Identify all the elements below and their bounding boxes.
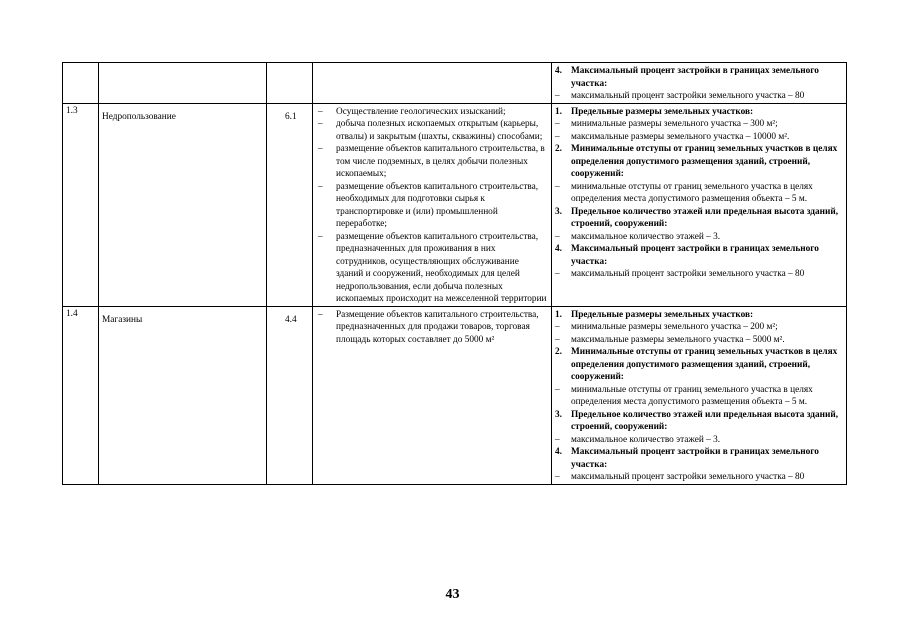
parameter-heading-text: Предельное количество этажей или предельная высота зданий, строений, сооружений: (571, 409, 839, 432)
parameter-heading (555, 446, 843, 471)
parameter-value: – минимальные размеры земельного участка – 300 м²; (555, 118, 843, 131)
activity-list (316, 106, 548, 306)
parameter-number: 2. (555, 144, 562, 154)
table-row (63, 63, 847, 104)
parameter-heading (555, 65, 843, 90)
parameter-number: 2. (555, 347, 562, 357)
activity-description-cell (313, 63, 552, 104)
parameter-heading-text: Минимальные отступы от границ земельных участков в целях определения допустимого размещения зданий, строений, сооружений: (571, 144, 838, 179)
parameters-cell (552, 63, 847, 104)
parameter-number: 4. (555, 244, 562, 254)
activity-item: – Осуществление геологических изысканий; (316, 106, 548, 119)
parameter-value: – максимальное количество этажей – 3. (555, 434, 843, 447)
parameter-value: – максимальный процент застройки земельного участка – 80 (555, 90, 843, 103)
parameter-heading-text: Максимальный процент застройки в границах земельного участка: (571, 66, 819, 89)
row-number-cell (63, 63, 99, 104)
land-use-code-cell (267, 63, 313, 104)
parameters-cell (552, 306, 847, 484)
parameter-number: 1. (555, 309, 562, 320)
parameter-heading (555, 346, 843, 384)
parameter-heading (555, 243, 843, 268)
parameter-heading-text: Предельное количество этажей или предельная высота зданий, строений, сооружений: (571, 206, 839, 229)
parameter-heading (555, 309, 843, 322)
parameter-heading (555, 143, 843, 181)
land-use-code-cell: 6.1 (267, 103, 313, 306)
table-row (63, 306, 847, 484)
parameters-cell (552, 103, 847, 306)
table-row (63, 103, 847, 306)
parameter-value: – минимальные отступы от границ земельного участка в целях определения места допустимого размещения объекта – 5 м. (555, 181, 843, 206)
activity-list (316, 309, 548, 347)
parameter-value: – минимальные отступы от границ земельного участка в целях определения места допустимого размещения объекта – 5 м. (555, 384, 843, 409)
land-use-code-cell: 4.4 (267, 306, 313, 484)
regulations-table (62, 62, 847, 485)
parameter-value: – максимальное количество этажей – 3. (555, 231, 843, 244)
parameter-heading (555, 106, 843, 119)
parameter-heading (555, 409, 843, 434)
parameter-heading-text: Максимальный процент застройки в границах земельного участка: (571, 447, 819, 470)
land-use-name-cell (99, 63, 267, 104)
parameter-number: 3. (555, 409, 562, 420)
activity-description-cell (313, 103, 552, 306)
activity-item: – Размещение объектов капитального строительства, предназначенных для продажи товаров, торговая площадь которых составляет до 5000 м² (316, 309, 548, 347)
parameter-number: 1. (555, 106, 562, 117)
land-use-name-cell: Недропользование (99, 103, 267, 306)
parameter-value: – максимальный процент застройки земельного участка – 80 (555, 471, 843, 484)
activity-item: – размещение объектов капитального строительства, предназначенных для проживания в них сотрудников, осуществляющих обслуживание зданий и сооружений, необходимых для целей недропользования, если добыча полезных ископаемых происходит на межселенной территории (316, 231, 548, 306)
row-number-cell: 1.3 (63, 103, 99, 306)
parameter-heading-text: Предельные размеры земельных участков: (571, 106, 754, 117)
parameter-number: 4. (555, 66, 562, 76)
parameter-value: – максимальные размеры земельного участка – 10000 м². (555, 131, 843, 144)
parameter-number: 3. (555, 206, 562, 217)
parameter-number: 4. (555, 447, 562, 457)
parameter-heading-text: Минимальные отступы от границ земельных участков в целях определения допустимого размещения зданий, строений, сооружений: (571, 347, 838, 382)
row-number-cell: 1.4 (63, 306, 99, 484)
land-use-name-cell: Магазины (99, 306, 267, 484)
activity-item: – размещение объектов капитального строительства, необходимых для подготовки сырья к транспортировке и (или) промышленной переработке; (316, 181, 548, 231)
page-number: 43 (445, 587, 460, 602)
parameter-value: – минимальные размеры земельного участка – 200 м²; (555, 321, 843, 334)
parameter-heading (555, 206, 843, 231)
activity-item: – размещение объектов капитального строительства, в том числе подземных, в целях добычи полезных ископаемых; (316, 143, 548, 181)
parameter-heading-text: Максимальный процент застройки в границах земельного участка: (571, 244, 819, 267)
parameter-heading-text: Предельные размеры земельных участков: (571, 309, 754, 320)
activity-description-cell (313, 306, 552, 484)
parameter-value: – максимальные размеры земельного участка – 5000 м². (555, 334, 843, 347)
activity-item: – добыча полезных ископаемых открытым (карьеры, отвалы) и закрытым (шахты, скважины) способами; (316, 118, 548, 143)
parameter-value: – максимальный процент застройки земельного участка – 80 (555, 268, 843, 281)
regulations-table-body (63, 63, 847, 485)
